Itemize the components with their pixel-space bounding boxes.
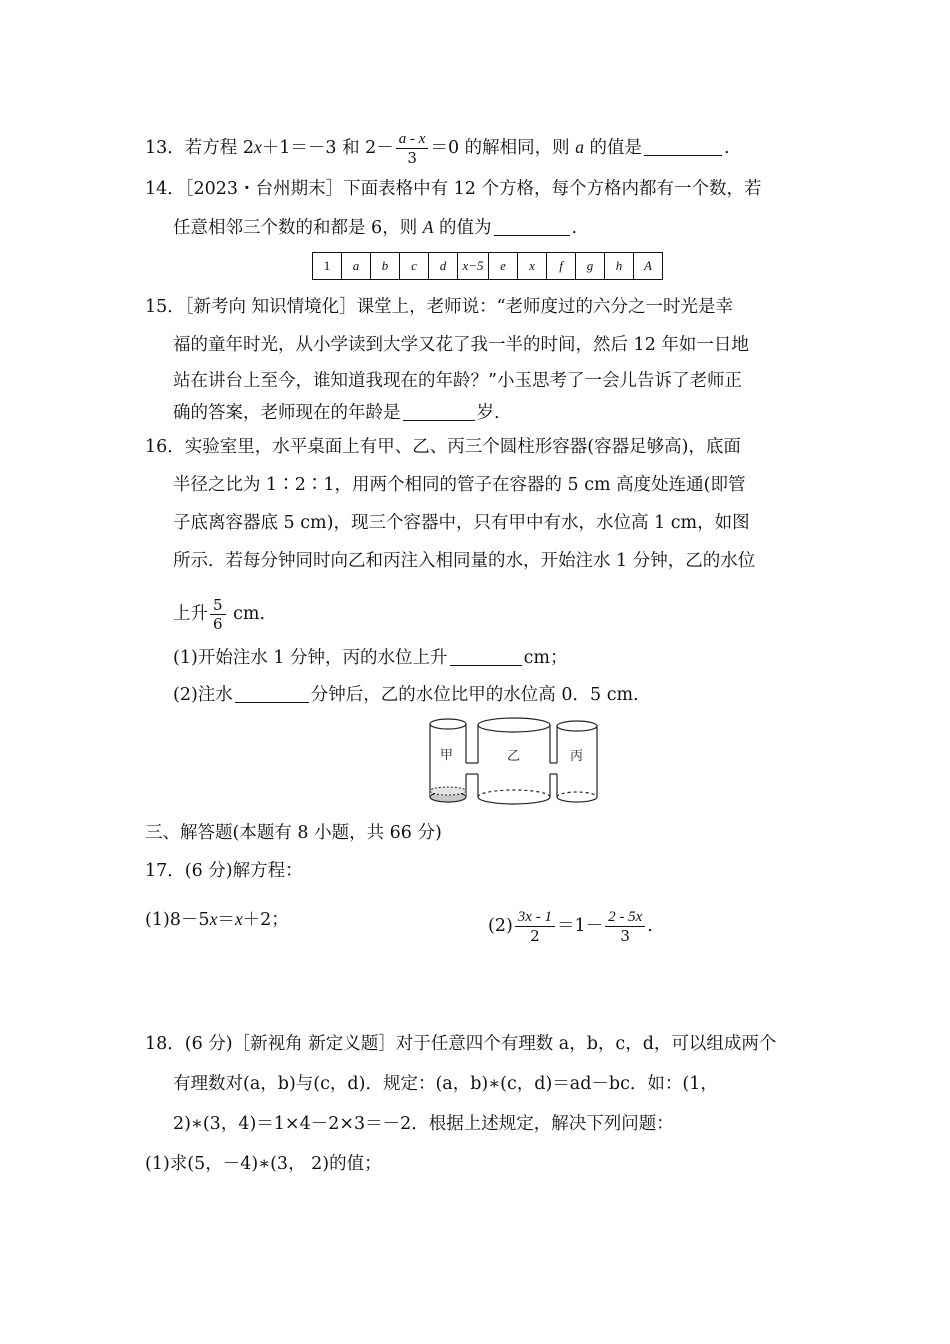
- q16-sub2-answer-blank[interactable]: [235, 684, 309, 703]
- q14-answer-blank[interactable]: [494, 217, 570, 236]
- grid-cell: b: [371, 253, 400, 280]
- label-jia: 甲: [440, 748, 454, 763]
- q18-line3: [173, 1113, 674, 1135]
- section-3-title: 三、解答题(本题有 8 小题，共 66 分): [145, 823, 442, 843]
- q13-text-mid: ＋1＝－3 和 2－: [261, 138, 394, 158]
- q14-text-line1: ［2023・台州期末］下面表格中有 12 个方格，每个方格内都有一个数，若: [184, 179, 762, 199]
- q16-fraction-numerator: 5: [210, 596, 226, 615]
- label-yi: 乙: [507, 749, 521, 764]
- q15-text-line4-pre: 确的答案，老师现在的年龄是: [173, 403, 401, 423]
- q13-line: [145, 130, 730, 167]
- q16-sub1-post: cm；: [523, 648, 568, 668]
- q15-line2: [173, 334, 749, 356]
- q17-line: [145, 860, 303, 882]
- q17-fraction-1: [515, 908, 555, 945]
- q15-line4: [173, 402, 500, 424]
- q14-text-line2-pre: 任意相邻三个数的和都是 6，则: [173, 218, 423, 238]
- q16-fraction: [210, 596, 226, 633]
- q14-line2: [173, 216, 577, 239]
- q16-line4: [173, 550, 755, 572]
- q17-part1-x1: x: [209, 909, 218, 929]
- q16-sub1-answer-blank[interactable]: [450, 647, 522, 666]
- q18-sub1: [145, 1153, 382, 1175]
- q16-fraction-denominator: 6: [213, 615, 223, 633]
- q14-var-A: A: [422, 217, 434, 237]
- q15-text-line3: 站在讲台上至今，谁知道我现在的年龄？”小玉思考了一会儿告诉了老师正: [173, 371, 742, 391]
- q15-answer-blank[interactable]: [403, 402, 475, 421]
- q15-line1: [145, 296, 733, 318]
- grid-cell: 1: [313, 253, 342, 280]
- q14-number-grid: [312, 252, 663, 280]
- q13-fraction: [396, 130, 429, 167]
- q18-number: 18．: [145, 1034, 185, 1054]
- q18-sub1-text: (1)求(5，－4)∗(3， 2)的值；: [145, 1154, 382, 1174]
- grid-cell: x: [518, 253, 547, 280]
- q16-sub2-pre: (2)注水: [173, 685, 233, 705]
- q16-sub1-pre: (1)开始注水 1 分钟，丙的水位上升: [173, 648, 448, 668]
- q13-var-x: x: [253, 137, 262, 157]
- q16-number: 16．: [145, 437, 185, 457]
- q15-text-line2: 福的童年时光，从小学读到大学又花了我一半的时间，然后 12 年如一日地: [173, 335, 749, 355]
- q16-line1: [145, 436, 741, 458]
- grid-cell: e: [489, 253, 518, 280]
- q17-fraction-1-denominator: 2: [530, 927, 540, 945]
- q17-part2: [488, 908, 653, 945]
- q17-part1-pre: (1)8－5: [145, 910, 210, 930]
- q18-text-line2: 有理数对(a，b)与(c，d)．规定：(a，b)∗(c，d)＝ad－bc．如：(1，: [173, 1074, 718, 1094]
- q16-line5: [173, 596, 265, 633]
- q17-part1-post: ＋2；: [242, 910, 289, 930]
- q13-var-a: a: [575, 137, 584, 157]
- q17-fraction-1-numerator: 3x - 1: [515, 908, 555, 927]
- q17-number: 17．: [145, 861, 185, 881]
- grid-cell: a: [342, 253, 371, 280]
- q14-end: .: [571, 218, 578, 238]
- q16-text-line3: 子底离容器底 5 cm)，现三个容器中，只有甲中有水，水位高 1 cm，如图: [173, 513, 750, 533]
- q16-line3: [173, 512, 750, 534]
- q16-text-line2: 半径之比为 1∶2∶1，用两个相同的管子在容器的 5 cm 高度处连通(即管: [173, 475, 746, 495]
- q16-line2: [173, 474, 746, 496]
- q16-text-line4: 所示．若每分钟同时向乙和丙注入相同量的水，开始注水 1 分钟，乙的水位: [173, 551, 756, 571]
- q17-part1: [145, 908, 289, 931]
- q18-line2: [173, 1073, 718, 1095]
- grid-cell: h: [605, 253, 634, 280]
- cylinder-jia-top: [430, 719, 466, 729]
- q16-text-line5-pre: 上升: [173, 604, 208, 624]
- cylinder-yi-top: [478, 718, 550, 732]
- q15-text-line4-post: 岁.: [476, 403, 500, 423]
- q13-text-mid2: ＝0 的解相同，则: [430, 138, 576, 158]
- q15-number: 15．: [145, 297, 185, 317]
- q17-title: (6 分)解方程：: [184, 861, 303, 881]
- grid-cell: c: [400, 253, 429, 280]
- q13-number: 13．: [145, 138, 185, 158]
- label-bing: 丙: [570, 749, 584, 764]
- q13-text-pre: 若方程 2: [184, 138, 254, 158]
- grid-cell: f: [547, 253, 576, 280]
- grid-cell: d: [429, 253, 458, 280]
- q13-text-post: 的值是: [583, 138, 643, 158]
- q18-line1: [145, 1033, 776, 1055]
- q13-end: .: [724, 138, 730, 158]
- q18-text-line1: (6 分)［新视角 新定义题］对于任意四个有理数 a，b，c，d，可以组成两个: [184, 1034, 777, 1054]
- q17-part2-pre: (2): [488, 916, 513, 936]
- q17-fraction-2-denominator: 3: [620, 927, 630, 945]
- q17-part2-mid: ＝1－: [556, 916, 604, 936]
- q17-part2-end: .: [647, 916, 653, 936]
- cylinder-bing-top: [557, 721, 597, 731]
- q13-fraction-denominator: 3: [407, 149, 417, 167]
- q15-text-line1: ［新考向 知识情境化］课堂上，老师说：“老师度过的六分之一时光是幸: [184, 297, 734, 317]
- q16-text-line1: 实验室里，水平桌面上有甲、乙、丙三个圆柱形容器(容器足够高)，底面: [184, 437, 741, 457]
- q17-part1-x2: x: [234, 909, 243, 929]
- q16-sub1: [173, 647, 567, 669]
- section-3-heading: [145, 822, 442, 844]
- q15-line3: [173, 370, 742, 392]
- q13-fraction-numerator: a - x: [396, 130, 429, 149]
- q13-answer-blank[interactable]: [644, 137, 722, 156]
- q17-part1-mid: ＝: [217, 910, 235, 930]
- q16-text-line5-post: cm.: [227, 604, 266, 624]
- q16-sub2-post: 分钟后，乙的水位比甲的水位高 0．5 cm.: [310, 685, 639, 705]
- q14-number: 14．: [145, 179, 185, 199]
- grid-cell: x−5: [458, 253, 489, 280]
- q18-text-line3: 2)∗(3，4)＝1×4－2×3＝－2．根据上述规定，解决下列问题：: [173, 1114, 674, 1134]
- grid-cell: g: [576, 253, 605, 280]
- q16-sub2: [173, 684, 639, 706]
- q17-fraction-2-numerator: 2 - 5x: [605, 908, 645, 927]
- q14-text-line2-post: 的值为: [433, 218, 492, 238]
- q17-fraction-2: [605, 908, 645, 945]
- grid-cell: A: [634, 253, 663, 280]
- q14-line1: [145, 178, 761, 200]
- q16-cylinders-figure: [427, 716, 605, 808]
